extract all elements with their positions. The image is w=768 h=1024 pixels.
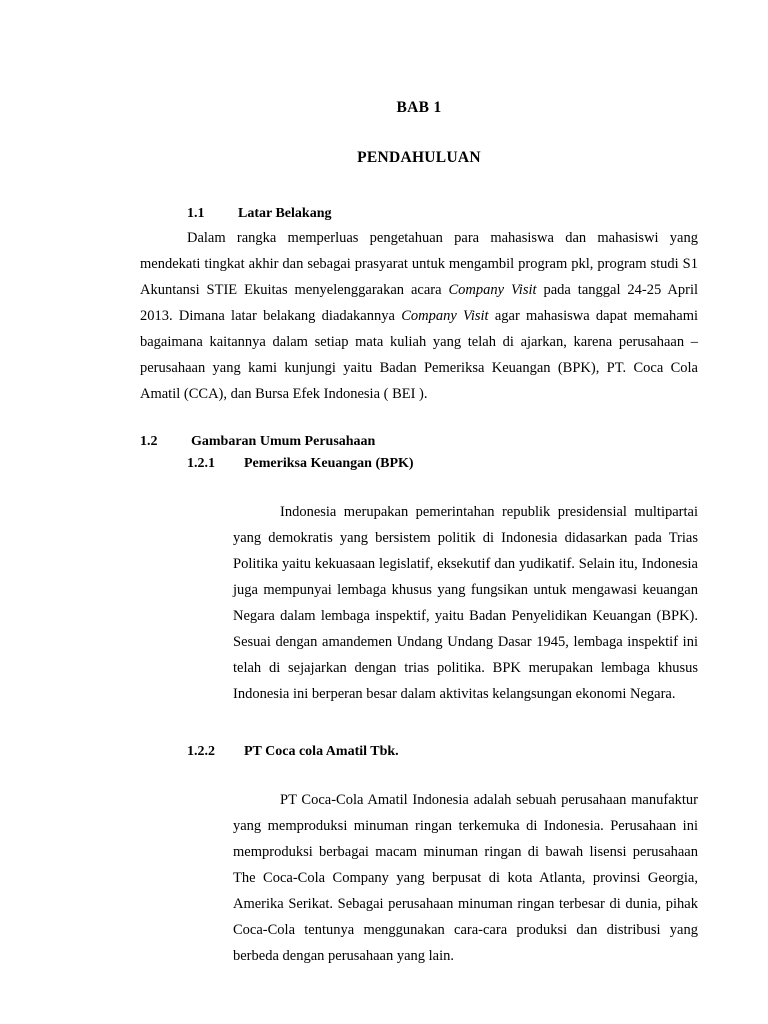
para-text-part3: agar mahasiswa dapat memahami bagaimana kaitannya dalam setiap mata kuliah yang telah di ajarkan, karena perusahaan – perusahaan yang kami kunjungi yaitu Badan Pemeriksa Keuangan (BPK), PT. Coca Cola Amatil (CCA), dan Bursa Efek Indonesia ( BEI ).: [140, 308, 698, 402]
heading-coca-cola: [140, 741, 698, 763]
title-block: [140, 100, 698, 165]
heading-label-coca-cola: PT Coca cola Amatil Tbk.: [244, 744, 399, 759]
page-subtitle: PENDAHULUAN: [357, 148, 481, 166]
spacer-after-bpk-paragraph: [140, 707, 698, 741]
heading-label-bpk: Pemeriksa Keuangan (BPK): [244, 456, 414, 471]
spacer-before-bpk-paragraph: [140, 475, 698, 499]
spacer-before-coca-cola-paragraph: [140, 763, 698, 787]
heading-gambaran-umum: [140, 431, 698, 453]
para-italic-company-visit-1: Company Visit: [448, 282, 537, 298]
spacer-after-section-1-1: [140, 407, 698, 431]
heading-bpk: [140, 453, 698, 475]
heading-number-1-2: 1.2: [140, 434, 158, 449]
paragraph-bpk: Indonesia merupakan pemerintahan republik presidensial multipartai yang demokratis yang bersistem politik di Indonesia didasarkan pada Trias Politika yaitu kekuasaan legislatif, eksekutif dan yudikatif. Selain itu, Indonesia juga mempunyai lembaga khusus yang fungsikan untuk mengawasi keuangan Negara dalam lembaga inspektif, yaitu Badan Penyelidikan Keuangan (BPK). Sesuai dengan amandemen Undang Undang Dasar 1945, lembaga inspektif ini telah di sejajarkan dengan trias politika. BPK merupakan lembaga khusus Indonesia ini berperan besar dalam aktivitas kelangsungan ekonomi Negara.: [233, 504, 698, 702]
heading-label-gambaran-umum: Gambaran Umum Perusahaan: [191, 434, 376, 449]
heading-number-1-1: 1.1: [187, 206, 205, 221]
para-italic-company-visit-2: Company Visit: [401, 308, 489, 324]
paragraph-coca-cola: PT Coca-Cola Amatil Indonesia adalah sebuah perusahaan manufaktur yang memproduksi minuman ringan terkemuka di Indonesia. Perusahaan ini memproduksi berbagai macam minuman ringan di bawah lisensi perusahaan The Coca-Cola Company yang berpusat di kota Atlanta, provinsi Georgia, Amerika Serikat. Sebagai perusahaan minuman ringan terbesar di dunia, pihak Coca-Cola tentunya menggunakan cara-cara produksi dan distribusi yang berbeda dengan perusahaan yang lain.: [233, 792, 698, 964]
page-title: BAB 1: [396, 99, 442, 116]
para-text-part2: pada tanggal 24-25 April 2013. Dimana latar belakang diadakannya: [140, 282, 699, 324]
heading-label-latar-belakang: Latar Belakang: [238, 206, 332, 221]
para-text-part1: Dalam rangka memperluas pengetahuan para mahasiswa dan mahasiswi yang mendekati tingkat akhir dan sebagai prasyarat untuk mengambil program pkl, program studi S1 Akuntansi STIE Ekuitas menyelenggarakan acara: [140, 230, 698, 298]
heading-latar-belakang: [140, 203, 698, 225]
paragraph-latar-belakang: [140, 225, 698, 407]
heading-number-1-2-2: 1.2.2: [187, 744, 215, 759]
heading-number-1-2-1: 1.2.1: [187, 456, 215, 471]
document-body: [140, 203, 698, 969]
